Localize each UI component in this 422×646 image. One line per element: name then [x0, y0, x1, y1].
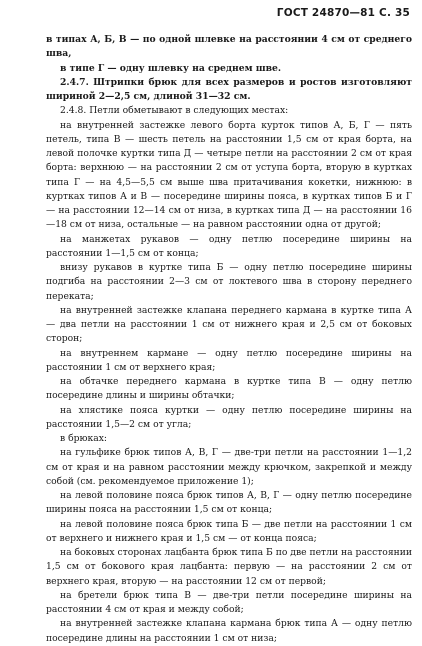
paragraph: 2.4.7. Штрипки брюк для всех размеров и ростов изготовляют шириной 2—2,5 см, длиной 31—32 см.	[46, 76, 412, 102]
paragraph: на внутренней застежке клапана переднего кармана в куртке типа А — два петли на расстоянии 1 см от нижнего края и 2,5 см от боковых сторон;	[46, 304, 412, 345]
paragraph: в брюках:	[60, 433, 108, 444]
paragraph: внизу рукавов в куртке типа Б — одну петлю посередине ширины подгиба на расстоянии 2—3 см от локтевого шва в сторону переднего переката;	[46, 262, 412, 302]
paragraph: на внутренней застежке левого борта курток типов А, Б, Г — пять петель, типа В — шесть петель на расстоянии 1,5 см от края борта, на левой полочке куртки типа Д — четыре петли на расстоянии 2 см от края борта: верхнюю — на расстоянии 2 см от уступа борта, вторую в куртках типа Г — на 4,5—5,5 см выше шва притачивания кокетки, нижнюю: в куртках типов А и В — посередине ширины пояса, в куртках типов Б и Г — на расстоянии 12—14 см от низа, в куртках типа Д — на расстоянии 16—18 см от низа, остальные — на равном расстоянии одна от другой;	[46, 119, 412, 231]
paragraph: в типах А, Б, В — по одной шлевке на расстоянии 4 см от среднего шва,	[46, 34, 412, 60]
paragraph: на левой половине пояса брюк типов А, В, Г — одну петлю посередине ширины пояса на расстоянии 1,5 см от конца;	[46, 490, 412, 516]
paragraph: на хлястике пояса куртки — одну петлю посередине ширины на расстоянии 1,5—2 см от угла;	[46, 404, 412, 430]
paragraph: 2.4.8. Петли обметывают в следующих местах:	[60, 105, 289, 117]
paragraph: на левой половине пояса брюк типа Б — две петли на расстоянии 1 см от верхнего и нижнего края и 1,5 см — от конца пояса;	[46, 518, 412, 544]
document-body	[46, 33, 412, 646]
paragraph: на боковых сторонах лацбанта брюк типа Б по две петли на расстоянии 1,5 см от бокового края лацбанта: первую — на расстоянии 2 см от верхнего края, вторую — на расстоянии 12 см от первой;	[46, 547, 412, 587]
paragraph: на обтачке переднего кармана в куртке типа В — одну петлю посередине длины и ширины обтачки;	[46, 376, 412, 402]
paragraph: в типе Г — одну шлевку на среднем шве.	[60, 62, 282, 74]
paragraph: на гульфике брюк типов А, В, Г — две-три петли на расстоянии 1—1,2 см от края и на равном расстоянии между крючком, закрепкой и между собой (см. рекомендуемое приложение 1);	[46, 447, 412, 487]
paragraph: на манжетах рукавов — одну петлю посередине ширины на расстоянии 1—1,5 см от конца;	[46, 233, 412, 259]
paragraph: на внутреннем кармане — одну петлю посередине ширины на расстоянии 1 см от верхнего края;	[46, 347, 412, 373]
page-header: ГОСТ 24870—81 С. 35	[276, 7, 410, 19]
paragraph: на внутренней застежке клапана кармана брюк типа А — одну петлю посередине длины на расстоянии 1 см от низа;	[46, 618, 412, 644]
paragraph: на бретели брюк типа В — две-три петли посередине ширины на расстоянии 4 см от края и между собой;	[46, 589, 412, 615]
